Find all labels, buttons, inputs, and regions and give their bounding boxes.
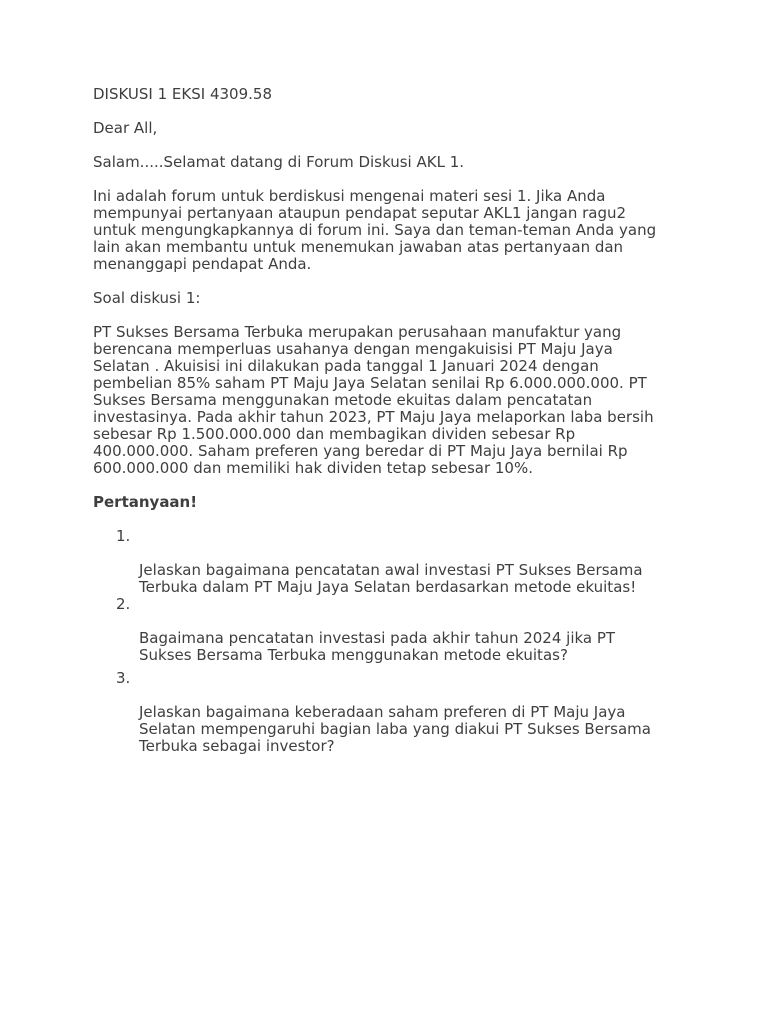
question-number: 3. — [116, 669, 131, 687]
question-text: Jelaskan bagaimana pencatatan awal investasi PT Sukses Bersama Terbuka dalam PT Maju Jaya Selatan berdasarkan metode ekuitas! — [139, 561, 643, 596]
question-text: Jelaskan bagaimana keberadaan saham preferen di PT Maju Jaya Selatan mempengaruhi bagian laba yang diakui PT Sukses Bersama Terbuka sebagai investor? — [139, 703, 651, 755]
questions-heading: Pertanyaan! — [93, 493, 198, 511]
document-page — [93, 86, 683, 755]
question-item — [93, 596, 683, 664]
question-text: Bagaimana pencatatan investasi pada akhir tahun 2024 jika PT Sukses Bersama Terbuka menggunakan metode ekuitas? — [139, 629, 616, 664]
greeting: Dear All, — [93, 119, 158, 137]
question-item — [93, 528, 683, 596]
soal-label: Soal diskusi 1: — [93, 289, 201, 307]
intro-paragraph: Ini adalah forum untuk berdiskusi mengenai materi sesi 1. Jika Anda mempunyai pertanyaan ataupun pendapat seputar AKL1 jangan ragu2 untuk mengungkapkannya di forum ini. Saya dan teman-teman Anda yang lain akan membantu untuk menemukan jawaban atas pertanyaan dan menanggapi pendapat Anda. — [93, 187, 657, 273]
question-item — [93, 670, 683, 755]
question-number: 2. — [116, 595, 131, 613]
question-number: 1. — [116, 527, 131, 545]
welcome-text: Salam.....Selamat datang di Forum Diskusi AKL 1. — [93, 153, 465, 171]
document-title: DISKUSI 1 EKSI 4309.58 — [93, 85, 272, 103]
case-paragraph: PT Sukses Bersama Terbuka merupakan perusahaan manufaktur yang berencana memperluas usahanya dengan mengakuisisi PT Maju Jaya Selatan . Akuisisi ini dilakukan pada tanggal 1 Januari 2024 dengan pembelian 85% saham PT Maju Jaya Selatan senilai Rp 6.000.000.000. PT Sukses Bersama menggunakan metode ekuitas dalam pencatatan investasinya. Pada akhir tahun 2023, PT Maju Jaya melaporkan laba bersih sebesar Rp 1.500.000.000 dan membagikan dividen sebesar Rp 400.000.000. Saham preferen yang beredar di PT Maju Jaya bernilai Rp 600.000.000 dan memiliki hak dividen tetap sebesar 10%. — [93, 323, 654, 477]
questions-list — [93, 528, 683, 755]
